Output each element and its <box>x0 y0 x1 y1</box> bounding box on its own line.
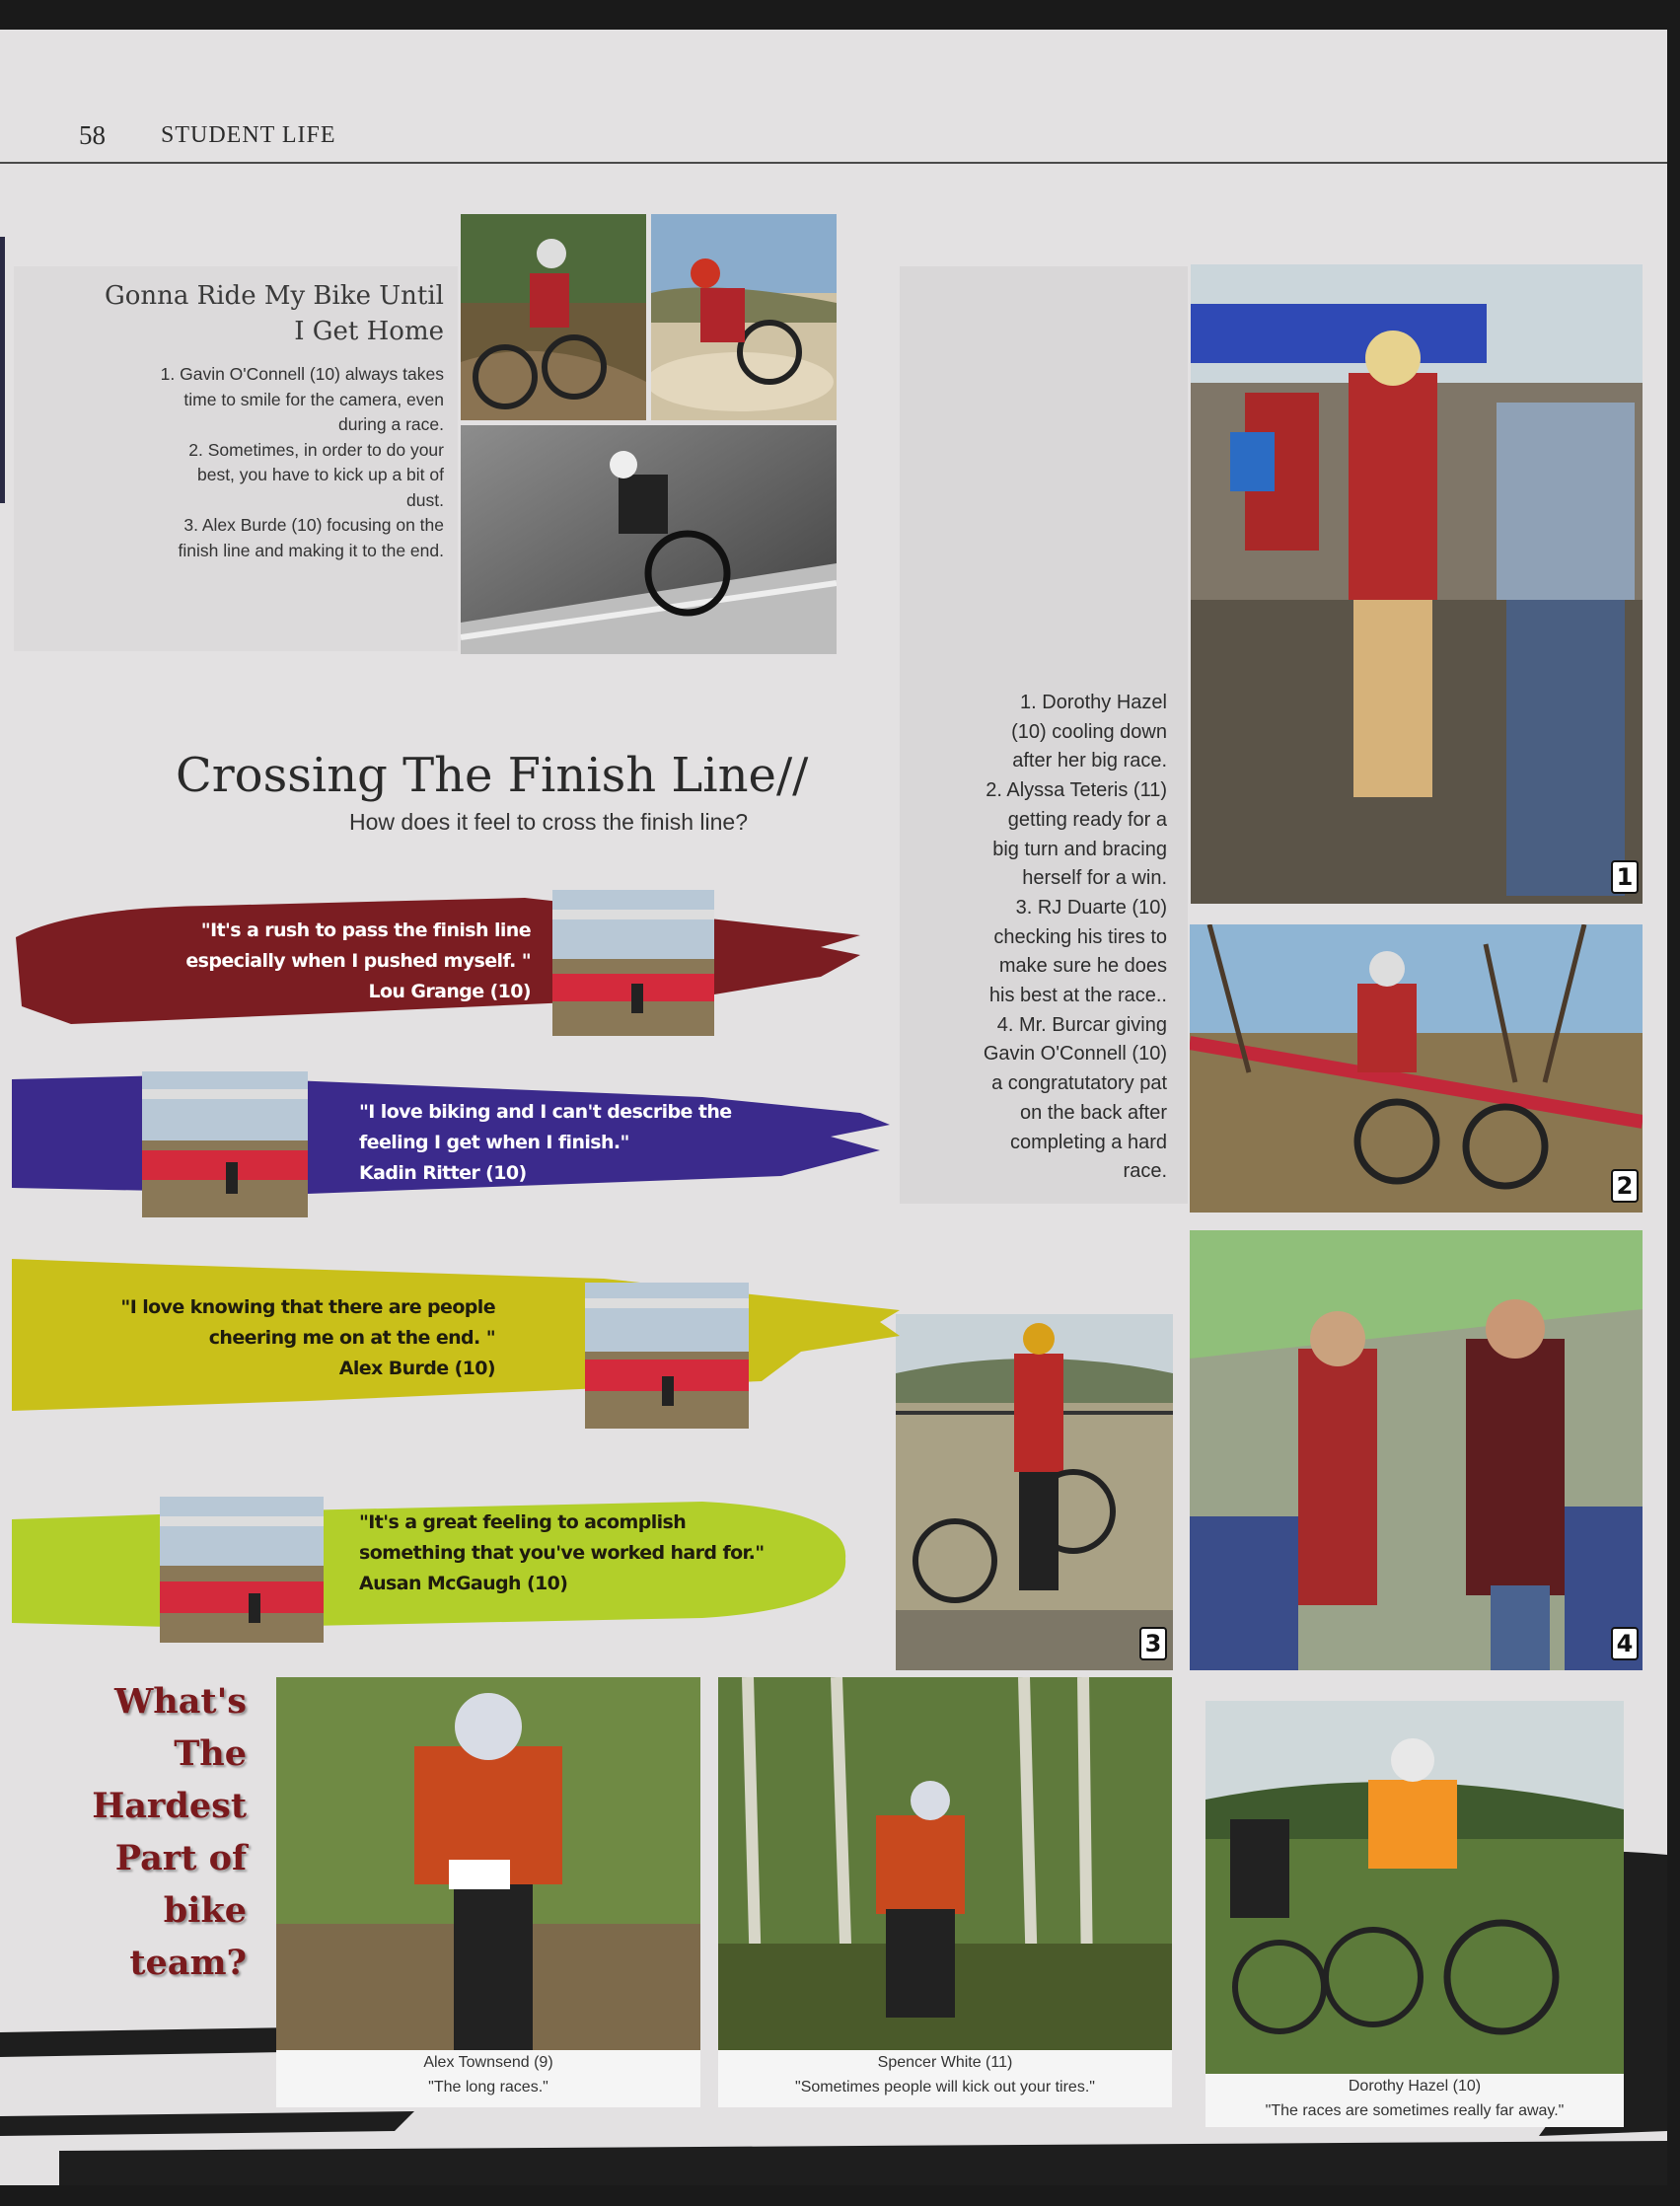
finish-line-title: Crossing The Finish Line// <box>176 748 809 803</box>
quote-3: "I love knowing that there are people cheering me on at the end. " Alex Burde (10) <box>120 1296 495 1379</box>
caption-title: Gonna Ride My Bike Until I Get Home <box>104 281 444 346</box>
caption-text: 1. Gavin O'Connell (10) always takes time to smile for the camera, even during a race. 2. Sometimes, in order to do your best, you have to kick up a bit of dust. 3. Alex Burde (10) focusing on the finish line and making it to the end. <box>160 364 444 560</box>
page-number: 58 <box>79 120 106 150</box>
answer-caption-2: Spencer White (11) "Sometimes people will kick out your tires." <box>718 2050 1172 2107</box>
photo-gavin-smiling <box>461 214 646 420</box>
finish-line-subtitle: How does it feel to cross the finish line? <box>349 809 748 835</box>
photo-number-badge: 1 <box>1611 860 1639 894</box>
photo-finish-arch <box>160 1497 324 1643</box>
photo-dorothy-cooling <box>1191 264 1643 904</box>
photo-spencer-white <box>718 1677 1172 2050</box>
photo-number-badge: 4 <box>1611 1627 1639 1660</box>
header-divider <box>0 162 1667 164</box>
photo-number-badge: 3 <box>1139 1627 1167 1660</box>
photo-finish-arch <box>552 890 714 1036</box>
photo-dust-turn <box>651 214 837 420</box>
quote-1: "It's a rush to pass the finish line especially when I pushed myself. " Lou Grange (10) <box>185 919 531 1002</box>
photo-dorothy-hazel <box>1205 1701 1624 2074</box>
right-caption-text: 1. Dorothy Hazel (10) cooling down after her big race. 2. Alyssa Teteris (11) getting ready for a big turn and bracing herself for a win. 3. RJ Duarte (10) checking his tires to make sure he does his best at the race.. 4. Mr. Burcar giving Gavin O'Connell (10) a congratutatory pat on the back after completing a hard race. <box>983 692 1167 1183</box>
photo-alex-townsend <box>276 1677 700 2050</box>
answer-caption-1: Alex Townsend (9) "The long races." <box>276 2050 700 2107</box>
photo-finish-arch <box>142 1071 308 1217</box>
quote-4: "It's a great feeling to acomplish something that you've worked hard for." Ausan McGaugh (10) <box>359 1511 765 1594</box>
hardest-part-heading: What's The Hardest Part of bike team? <box>92 1681 247 1983</box>
photo-number-badge: 2 <box>1611 1169 1639 1203</box>
section-title: STUDENT LIFE <box>161 122 336 148</box>
edge-bar <box>0 237 5 503</box>
quote-2: "I love biking and I can't describe the feeling I get when I finish." Kadin Ritter (10) <box>359 1101 732 1184</box>
photo-mr-burcar-pat <box>1190 1230 1643 1670</box>
photo-alex-finish <box>461 425 837 654</box>
photo-rj-tires <box>896 1314 1173 1670</box>
photo-finish-arch <box>585 1283 749 1429</box>
photo-alyssa-turn <box>1190 924 1643 1213</box>
answer-caption-3: Dorothy Hazel (10) "The races are sometimes really far away." <box>1205 2074 1624 2127</box>
yearbook-page <box>0 30 1667 2185</box>
